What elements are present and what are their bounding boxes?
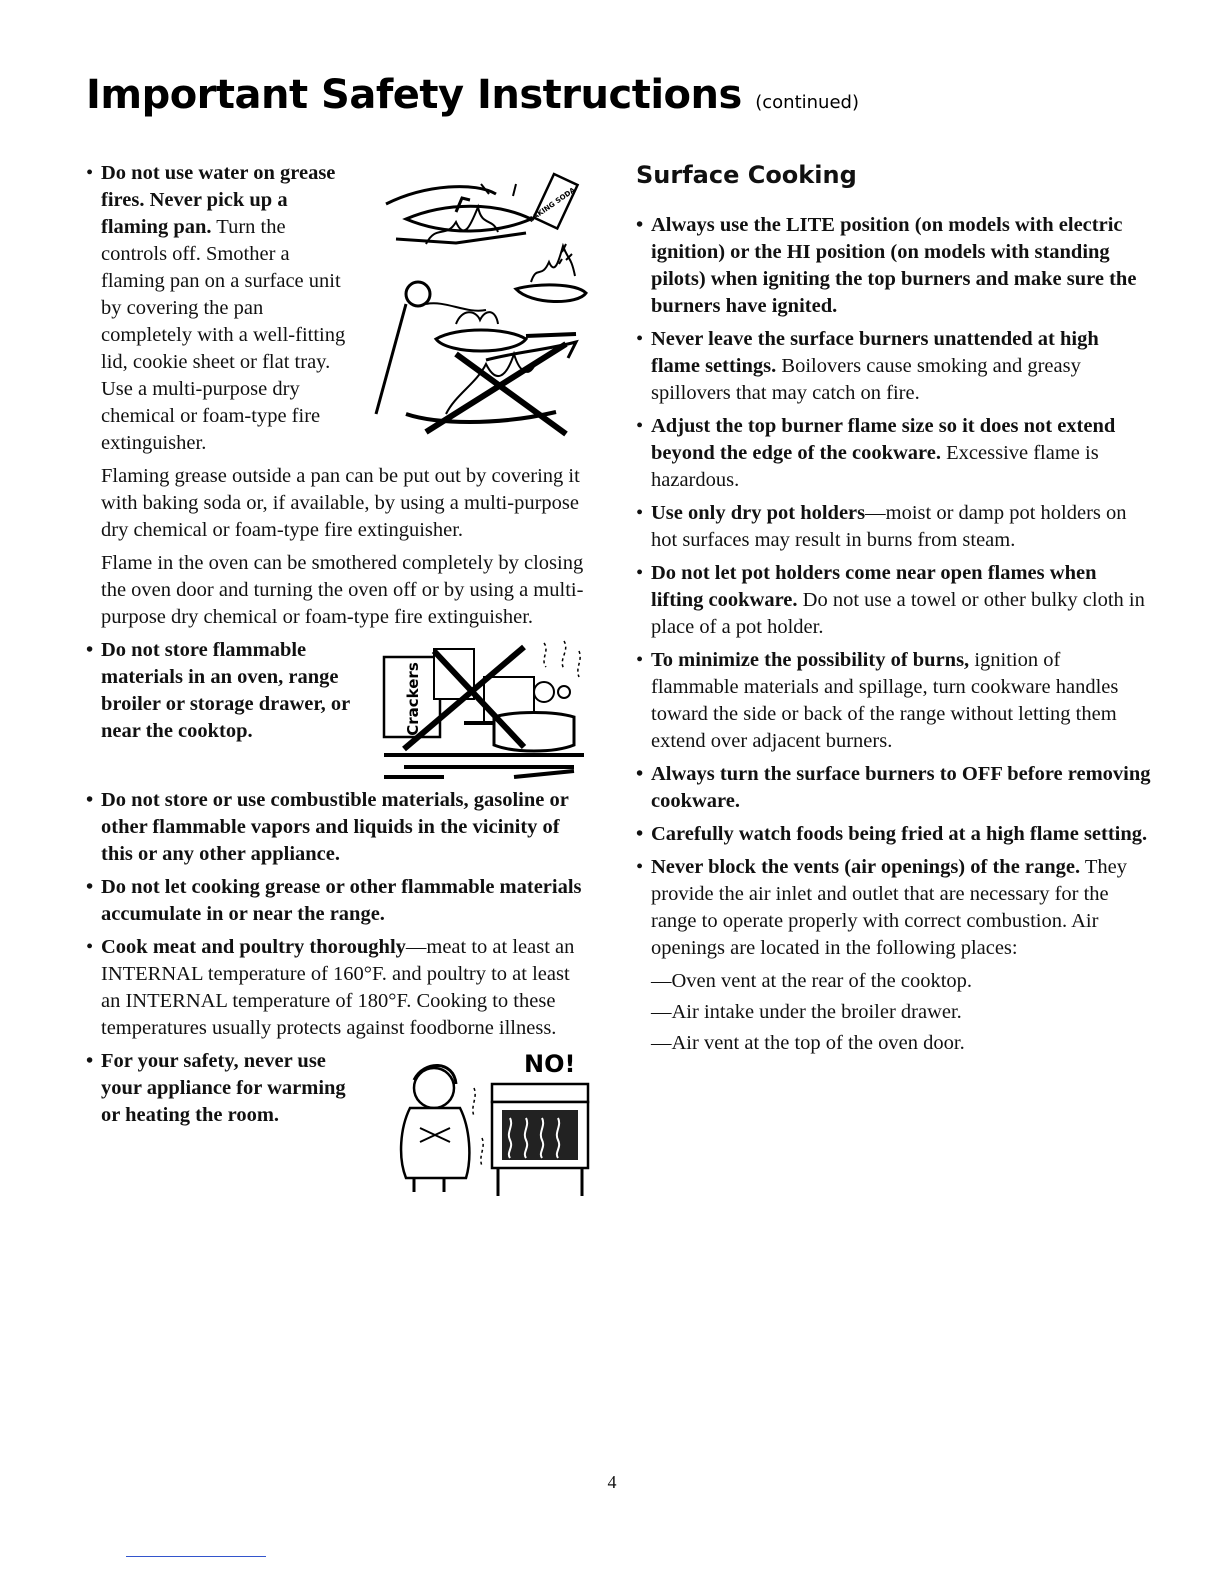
- title-text: Important Safety Instructions: [86, 72, 742, 118]
- vents-text: They provide the air inlet and outlet that are necessary for the range to operate properly with correct combustion. Air openings are located in the following places:: [651, 856, 1128, 959]
- dry-pot-holders-item: [636, 500, 1151, 554]
- lite-position-text: Always use the LITE position (on models with electric ignition) or the HI position (on models with standing pilots) when igniting the top burners and make sure the burners have ignited.: [651, 214, 1137, 317]
- vent-location: —Air intake under the broiler drawer.: [651, 1001, 962, 1023]
- vents-item: [636, 854, 1151, 962]
- footer-rule: [126, 1556, 266, 1557]
- cook-meat-text: —meat to at least an INTERNAL temperature of 160°F. and poultry to at least an INTERNAL temperature of 180°F. Cooking to these temperatures usually protects against foodborne illness.: [101, 936, 575, 1039]
- baking-soda-label: • BAKING SODA: [527, 185, 577, 225]
- store-flammable-text: Do not store flammable materials in an oven, range broiler or storage drawer, or near the cooktop.: [101, 639, 350, 742]
- no-label: • NO!: [524, 1050, 576, 1078]
- grease-fire-text: Turn the controls off. Smother a flaming pan on a surface unit by covering the pan completely with a well-fitting lid, cookie sheet or flat tray. Use a multi-purpose dry chemical or foam-type fire extinguisher.: [101, 216, 346, 454]
- vent-location: —Air vent at the top of the oven door.: [651, 1032, 965, 1054]
- watch-frying-item: [636, 821, 1151, 848]
- burners-off-item: [636, 761, 1151, 815]
- page-title: [86, 72, 859, 118]
- cook-meat-bold: Cook meat and poultry thoroughly: [101, 936, 406, 958]
- dry-pot-holders-bold: Use only dry pot holders: [651, 502, 866, 524]
- warming-no-illustration: [374, 1048, 594, 1198]
- accumulate-text: Do not let cooking grease or other flammable materials accumulate in or near the range.: [101, 876, 582, 925]
- accumulate-item: [86, 874, 586, 928]
- pot-holders-flame-text: Do not use a towel or other bulky cloth in place of a pot holder.: [651, 589, 1145, 638]
- combustible-text: Do not store or use combustible materials, gasoline or other flammable vapors and liquids in the vicinity of this or any other appliance.: [101, 789, 569, 865]
- dry-pot-holders-text: —moist or damp pot holders on hot surfaces may result in burns from steam.: [651, 502, 1127, 551]
- combustible-item: [86, 787, 586, 868]
- minimize-burns-item: [636, 647, 1151, 755]
- page-number: 4: [607, 1472, 617, 1492]
- minimize-burns-bold: To minimize the possibility of burns,: [651, 649, 970, 671]
- title-continued: (continued): [755, 92, 859, 113]
- burners-off-text: Always turn the surface burners to OFF before removing cookware.: [651, 763, 1151, 812]
- lite-position-item: [636, 212, 1151, 320]
- left-column: [86, 160, 586, 1198]
- unattended-item: [636, 326, 1151, 407]
- warming-text: For your safety, never use your appliance for warming or heating the room.: [101, 1050, 346, 1126]
- grease-outside-pan-text: Flaming grease outside a pan can be put out by covering it with baking soda or, if available, by using a multi-purpose dry chemical or foam-type fire extinguisher.: [101, 465, 580, 541]
- cook-meat-item: [86, 934, 586, 1042]
- pot-holders-flame-item: [636, 560, 1151, 641]
- pot-holders-flame-bold: Do not let pot holders come near open flames when lifting cookware.: [651, 562, 1097, 611]
- vents-bold: Never block the vents (air openings) of the range.: [651, 856, 1081, 878]
- watch-frying-text: Carefully watch foods being fried at a high flame setting.: [651, 823, 1148, 845]
- crackers-label: • Crackers: [404, 662, 422, 736]
- flame-size-item: [636, 413, 1151, 494]
- flame-size-text: Excessive flame is hazardous.: [651, 442, 1099, 491]
- grease-fire-item: [86, 160, 586, 457]
- unattended-text: Boilovers cause smoking and greasy spillovers that may catch on fire.: [651, 355, 1081, 404]
- flame-size-bold: Adjust the top burner flame size so it does not extend beyond the edge of the cookware.: [651, 415, 1116, 464]
- grease-fire-illustration: [366, 164, 596, 444]
- vent-location: —Oven vent at the rear of the cooktop.: [651, 970, 973, 992]
- unattended-bold: Never leave the surface burners unattended at high flame settings.: [651, 328, 1099, 377]
- grease-fire-bold: Do not use water on grease fires. Never pick up a flaming pan.: [101, 162, 336, 238]
- oven-flame-text: Flame in the oven can be smothered completely by closing the oven door and turning the oven off or by using a multi-purpose dry chemical or foam-type fire extinguisher.: [101, 552, 584, 628]
- surface-cooking-heading: Surface Cooking: [636, 161, 857, 189]
- store-flammable-item: [86, 637, 586, 745]
- minimize-burns-text: ignition of flammable materials and spillage, turn cookware handles toward the side or back of the range without letting them extend over adjacent burners.: [651, 649, 1119, 752]
- warming-item: [86, 1048, 586, 1129]
- right-column: [636, 160, 1151, 1061]
- storage-crossed-out-illustration: [374, 637, 594, 787]
